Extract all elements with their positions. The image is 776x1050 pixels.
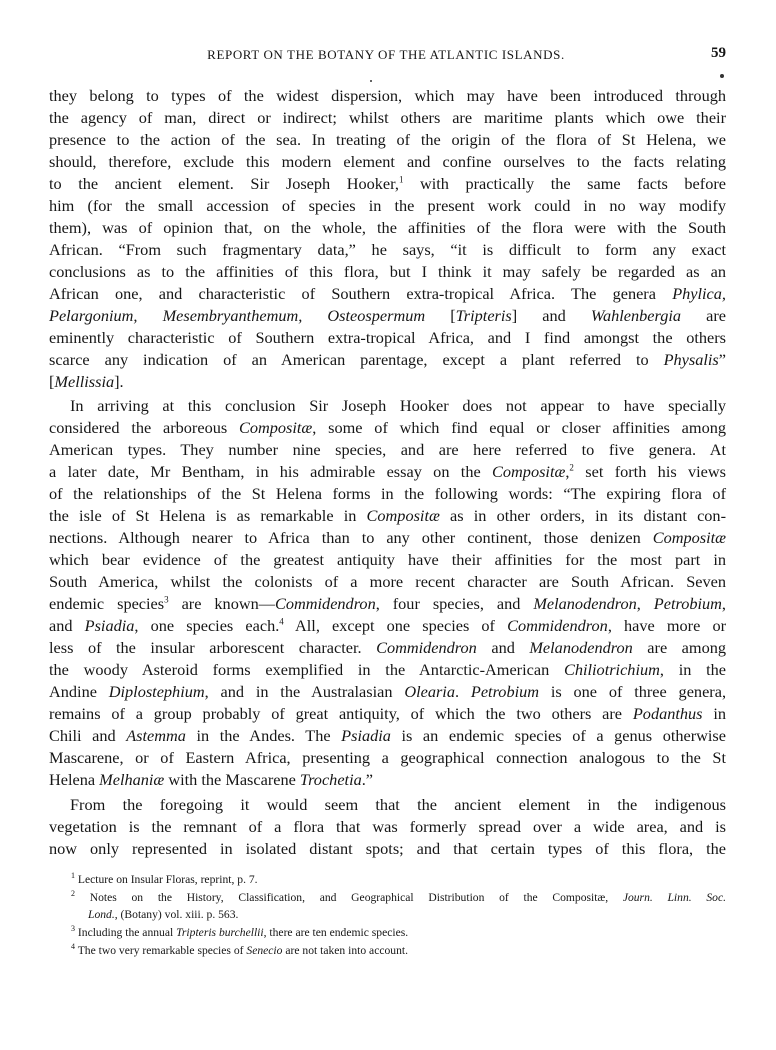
text-line: Helena Melhaniæ with the Mascarene Trochetia.”: [49, 770, 374, 789]
text-line: scarce any indication of an American parentage, except a plant referred to Physalis”: [49, 350, 726, 369]
text-line: and Psiadia, one species each.$^4$ All, except one species of Commidendron, have more or: [49, 616, 727, 635]
text-line: the agency of man, direct or indirect; whilst others are maritime plants which owe their: [49, 108, 726, 127]
footnote-4: $^4$ The two very remarkable species of Senecio are not taken into account.: [71, 942, 409, 957]
text-line: considered the arboreous Compositæ, some of which find equal or closer affinities among: [49, 418, 726, 437]
text-line: American types. They number nine species, and are here referred to five genera. At: [49, 440, 726, 459]
text-line: less of the insular arborescent character. Commidendron and Melanodendron are among: [49, 638, 726, 657]
text-line: Chili and Astemma in the Andes. The Psiadia is an endemic species of a genus otherwise: [49, 726, 726, 745]
text-line: the woody Asteroid forms exemplified in the Antarctic-American Chiliotrichium, in the: [49, 660, 727, 679]
text-line: to the ancient element. Sir Joseph Hooker,$^1$ with practically the same facts before: [49, 174, 726, 193]
text-line: South America, whilst the colonists of a more recent character are South African. Seven: [49, 572, 726, 591]
footnote-ref: 1: [398, 174, 404, 185]
text-line: eminently characteristic of Southern extra-tropical Africa, and I find amongst the others: [49, 328, 726, 347]
footnote-2: $^2$ Notes on the History, Classification, and Geographical Distribution of the Compositæ, Journ. Linn. Soc.: [71, 889, 726, 904]
footnote-1: $^1$ Lecture on Insular Floras, reprint, p. 7.: [71, 871, 258, 886]
footnote-ref: 4: [279, 616, 284, 627]
page-number: 59: [711, 45, 726, 61]
footnote-3: $^3$ Including the annual Tripteris burchellii, there are ten endemic species.: [71, 924, 409, 939]
text-line: which bear evidence of the greatest antiquity have their affinities for the most part in: [49, 550, 726, 569]
text-line: remains of a group probably of great antiquity, of which the two others are Podanthus in: [49, 704, 726, 723]
text-line: Mascarene, or of Eastern Africa, presenting a geographical connection analogous to the St: [49, 748, 726, 767]
page-header: [46, 45, 726, 67]
text-line: presence to the action of the sea. In treating of the origin of the flora of St Helena, we: [49, 130, 726, 149]
text-line: a later date, Mr Bentham, in his admirable essay on the Compositæ,$^2$ set forth his views: [49, 462, 727, 481]
text-line: conclusions as to the affinities of this flora, but I think it may safely be regarded as an: [49, 262, 726, 281]
footnote-2-cont: Lond., (Botany) vol. xiii. p. 563.: [88, 908, 239, 921]
text-line: nections. Although nearer to Africa than to any other continent, those denizen Compositæ: [49, 528, 726, 547]
text-line: From the foregoing it would seem that the ancient element in the indigenous: [70, 795, 726, 814]
text-line: endemic species$^3$ are known—Commidendron, four species, and Melanodendron, Petrobium,: [49, 594, 726, 613]
text-line: them), was of opinion that, on the whole, the affinities of the flora were with the South: [49, 218, 726, 237]
text-line: vegetation is the remnant of a flora that was formerly spread over a wide area, and is: [49, 817, 726, 836]
text-line: African one, and characteristic of Southern extra-tropical Africa. The genera Phylica,: [49, 284, 726, 303]
text-line: In arriving at this conclusion Sir Joseph Hooker does not appear to have specially: [70, 396, 726, 415]
speck-mark-small: [370, 80, 372, 82]
footnote-ref: 2: [569, 462, 574, 473]
text-line: the isle of St Helena is as remarkable in Compositæ as in other orders, in its distant con-: [49, 506, 726, 525]
speck-mark: [720, 74, 724, 78]
text-line: Andine Diplostephium, and in the Australasian Olearia. Petrobium is one of three genera,: [49, 682, 727, 701]
text-line: of the relationships of the St Helena forms in the following words: “The expiring flora of: [49, 484, 726, 503]
footnote-ref: 3: [164, 594, 169, 605]
text-line: [Mellissia].: [49, 372, 124, 391]
text-line: now only represented in isolated distant spots; and that certain types of this flora, the: [49, 839, 726, 858]
running-title: REPORT ON THE BOTANY OF THE ATLANTIC ISLANDS.: [207, 47, 565, 62]
text-line: they belong to types of the widest dispersion, which may have been introduced through: [49, 86, 726, 105]
text-line: African. “From such fragmentary data,” he says, “it is difficult to form any exact: [49, 240, 726, 259]
text-line: should, therefore, exclude this modern element and confine ourselves to the facts relating: [49, 152, 726, 171]
text-line: him (for the small accession of species in the present work could in no way modify: [49, 196, 726, 215]
text-line: Pelargonium, Mesembryanthemum, Osteospermum [Tripteris] and Wahlenbergia are: [49, 306, 727, 325]
